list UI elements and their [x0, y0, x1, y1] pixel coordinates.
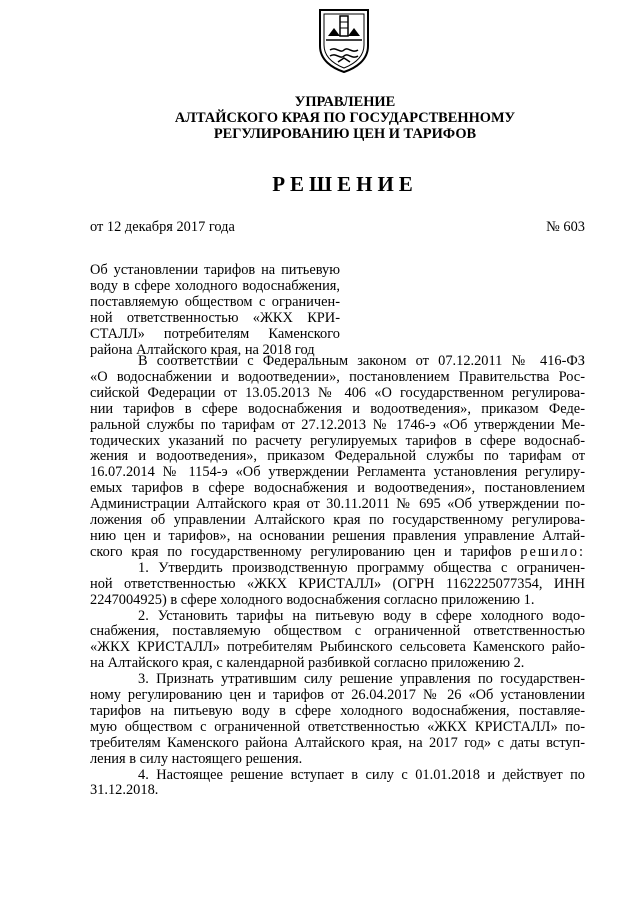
- text-line: ложения об управлении Алтайского края по государственному регулирова-: [90, 512, 585, 529]
- text-line: 2247004925) в сфере холодного водоснабжения согласно приложению 1.: [90, 591, 535, 608]
- document-subject: [90, 262, 340, 358]
- subject-line: ной ответственностью «ЖКХ КРИ-: [90, 310, 340, 326]
- text-line: «О водоснабжении и водоотведении», постановлением Правительства Рос-: [90, 368, 585, 385]
- text-line: требителям Каменского района Алтайского края, на 2017 год» с даты вступ-: [90, 734, 585, 751]
- text-line: «ЖКХ КРИСТАЛЛ» потребителям Рыбинского сельсовета Каменского райо-: [90, 639, 585, 656]
- text-line: на Алтайского края, с календарной разбивкой согласно приложению 2.: [90, 655, 525, 672]
- subject-line: поставляемую обществом с ограничен-: [90, 294, 340, 310]
- preamble-paragraph: [90, 354, 585, 561]
- text-line: тарифов на питьевую воду в сфере холодного водоснабжения, поставляе-: [90, 702, 585, 719]
- text-line: жения и водоотведения», приказом Федеральной службы по тарифам от: [90, 448, 585, 465]
- text-line: 2. Установить тарифы на питьевую воду в сфере холодного водо-: [138, 607, 585, 624]
- subject-line: воду в сфере холодного водоснабжения,: [90, 278, 340, 294]
- text-line: емых тарифов в сфере водоснабжения и водоотведения», постановлением: [90, 480, 585, 497]
- resolves-word: решило:: [520, 543, 585, 560]
- subject-line: Об установлении тарифов на питьевую: [90, 262, 340, 278]
- text-line: 4. Настоящее решение вступает в силу с 01.01.2018 и действует по: [138, 766, 585, 783]
- text-line: 16.07.2014 № 1154-э «Об утверждении Регламента установления регулиру-: [90, 464, 585, 481]
- text-line: 3. Признать утратившим силу решение управления по государствен-: [138, 671, 585, 688]
- text-line: нии тарифов в сфере водоснабжения и водоотведения», приказом Феде-: [90, 400, 585, 417]
- document-body: [90, 354, 585, 799]
- subject-line: СТАЛЛ» потребителям Каменского: [90, 326, 340, 342]
- text-line: ному регулированию цен и тарифов от 26.04.2017 № 26 «Об установлении: [90, 687, 585, 704]
- item-2: [90, 609, 585, 673]
- coat-of-arms-emblem: [316, 6, 372, 74]
- text-line: сийской Федерации от 13.05.2013 № 406 «О государственном регулирова-: [90, 384, 585, 401]
- text-line: 1. Утвердить производственную программу общества с ограничен-: [138, 559, 585, 576]
- text-line: нию цен и тарифов», на основании решения правления управление Алтай-: [90, 527, 585, 544]
- item-4: [90, 768, 585, 800]
- header-line: РЕГУЛИРОВАНИЮ ЦЕН И ТАРИФОВ: [213, 126, 477, 142]
- preamble-last-text: ского края по государственному регулированию цен и тарифов: [90, 543, 512, 560]
- text-line: В соответствии с Федеральным законом от 07.12.2011 № 416-ФЗ: [138, 353, 585, 369]
- issuer-header: [150, 94, 540, 142]
- item-1: [90, 561, 585, 609]
- document-date: от 12 декабря 2017 года: [90, 219, 235, 235]
- text-line: 31.12.2018.: [90, 782, 159, 799]
- item-3: [90, 672, 585, 767]
- text-line: мую обществом с ограниченной ответственностью «ЖКХ КРИСТАЛЛ» по-: [90, 718, 585, 735]
- header-line: УПРАВЛЕНИЕ: [294, 94, 396, 110]
- text-line: ления в силу настоящего решения.: [90, 750, 303, 767]
- text-line: [90, 545, 585, 561]
- text-line: ральной службы по тарифам от 27.12.2013 № 1746-э «Об утверждении Ме-: [90, 416, 585, 433]
- subject-line: района Алтайского края, на 2018 год: [90, 342, 315, 358]
- header-line: АЛТАЙСКОГО КРАЯ ПО ГОСУДАРСТВЕННОМУ: [174, 110, 516, 126]
- text-line: тодических указаний по расчету регулируемых тарифов в сфере водоснаб-: [90, 432, 585, 449]
- document-number: № 603: [546, 219, 585, 235]
- text-line: Администрации Алтайского края от 30.11.2011 № 695 «Об утверждении по-: [90, 496, 585, 513]
- text-line: ной ответственностью «ЖКХ КРИСТАЛЛ» (ОГРН 1162225077354, ИНН: [90, 575, 585, 592]
- document-title: РЕШЕНИЕ: [272, 172, 418, 196]
- text-line: снабжения, поставляемую обществом с ограниченной ответственностью: [90, 623, 585, 640]
